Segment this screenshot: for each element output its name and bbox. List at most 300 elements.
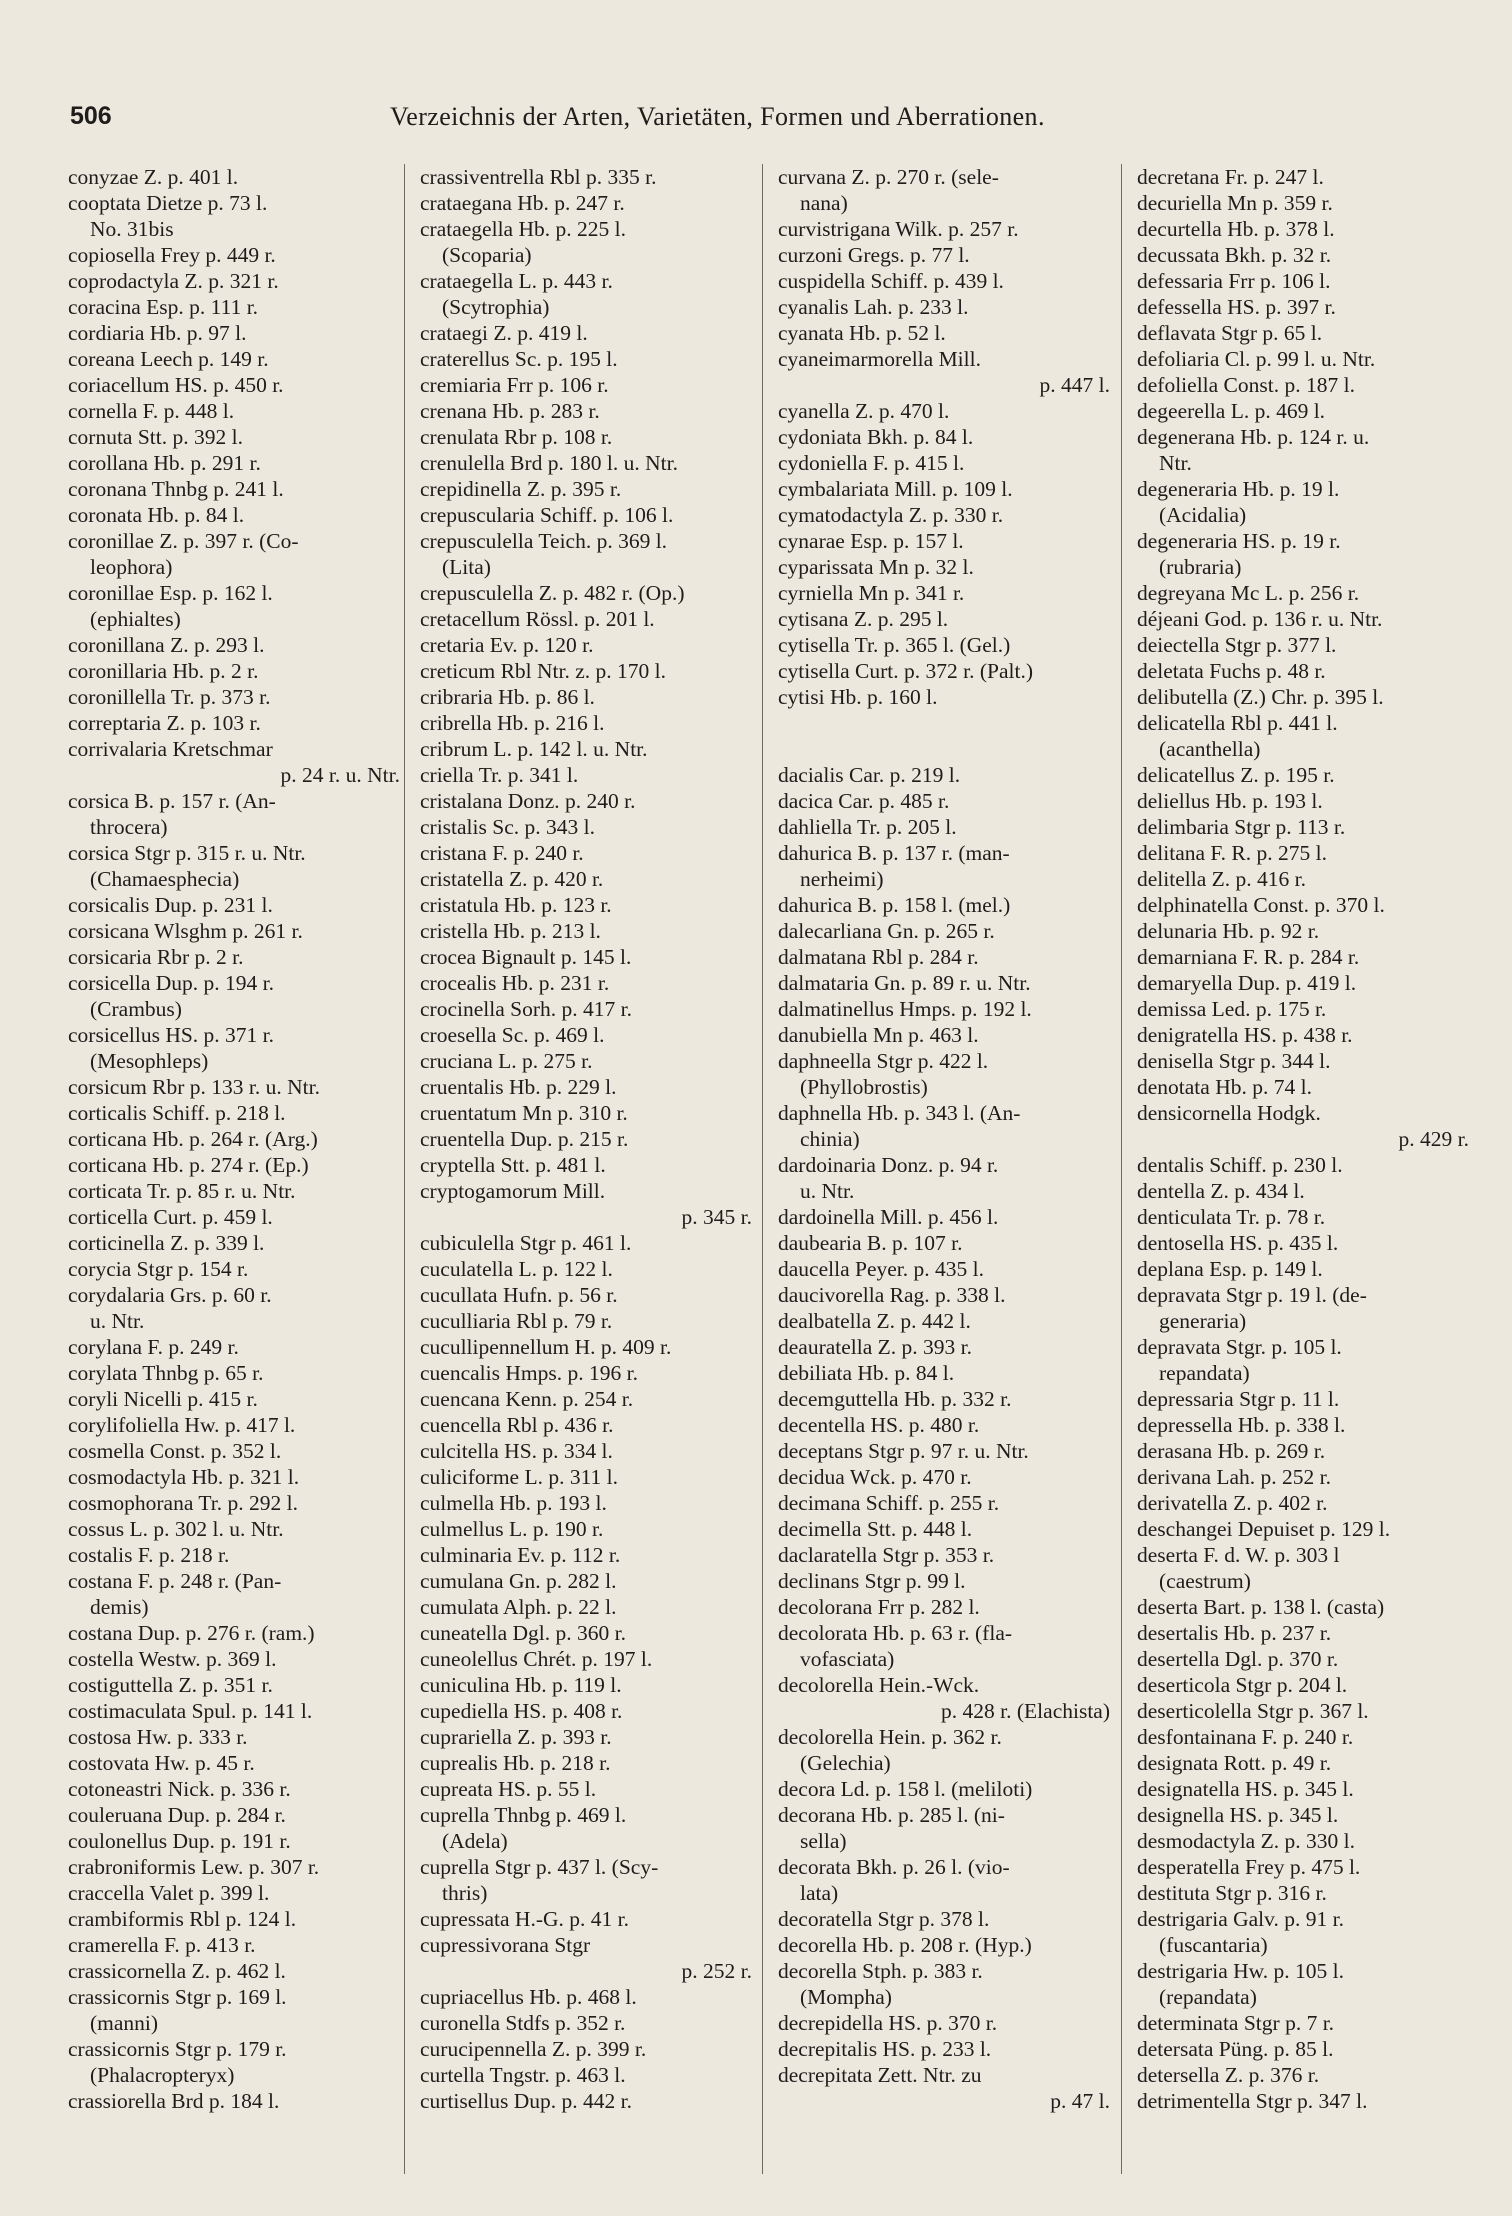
index-entry: designella HS. p. 345 l. bbox=[1137, 1803, 1339, 1827]
index-entry: derivana Lah. p. 252 r. bbox=[1137, 1465, 1332, 1489]
index-entry: costovata Hw. p. 45 r. bbox=[68, 1751, 255, 1775]
index-entry: deserta F. d. W. p. 303 l bbox=[1137, 1543, 1340, 1567]
index-entry: corsicella Dup. p. 194 r. bbox=[68, 971, 274, 995]
index-entry: cyanella Z. p. 470 l. bbox=[778, 399, 950, 423]
index-entry: corticinella Z. p. 339 l. bbox=[68, 1231, 265, 1255]
index-entry: cristalis Sc. p. 343 l. bbox=[420, 815, 595, 839]
index-entry: curvana Z. p. 270 r. (sele- bbox=[778, 165, 999, 189]
index-entry: crassicornis Stgr p. 179 r. bbox=[68, 2037, 287, 2061]
index-entry: dardoinella Mill. p. 456 l. bbox=[778, 1205, 999, 1229]
index-entry: deliellus Hb. p. 193 l. bbox=[1137, 789, 1323, 813]
index-entry: (manni) bbox=[90, 2011, 159, 2035]
index-entry: cristalana Donz. p. 240 r. bbox=[420, 789, 636, 813]
index-entry: defessella HS. p. 397 r. bbox=[1137, 295, 1336, 319]
index-entry: crassicornella Z. p. 462 l. bbox=[68, 1959, 286, 1983]
index-entry: p. 345 r. bbox=[681, 1205, 752, 1229]
index-entry: degenerana Hb. p. 124 r. u. bbox=[1137, 425, 1370, 449]
index-entry: desertalis Hb. p. 237 r. bbox=[1137, 1621, 1332, 1645]
index-entry: detersella Z. p. 376 r. bbox=[1137, 2063, 1320, 2087]
index-entry: cribraria Hb. p. 86 l. bbox=[420, 685, 595, 709]
index-entry: coprodactyla Z. p. 321 r. bbox=[68, 269, 279, 293]
index-entry: corylifoliella Hw. p. 417 l. bbox=[68, 1413, 296, 1437]
index-entry: (acanthella) bbox=[1159, 737, 1261, 761]
index-entry: deplana Esp. p. 149 l. bbox=[1137, 1257, 1323, 1281]
index-entry: demaryella Dup. p. 419 l. bbox=[1137, 971, 1357, 995]
index-entry: dalmatinellus Hmps. p. 192 l. bbox=[778, 997, 1032, 1021]
index-entry: depressaria Stgr p. 11 l. bbox=[1137, 1387, 1340, 1411]
index-entry: u. Ntr. bbox=[800, 1179, 855, 1203]
index-entry: culminaria Ev. p. 112 r. bbox=[420, 1543, 621, 1567]
index-entry: dentalis Schiff. p. 230 l. bbox=[1137, 1153, 1343, 1177]
index-entry: cribrella Hb. p. 216 l. bbox=[420, 711, 605, 735]
index-entry: corticana Hb. p. 274 r. (Ep.) bbox=[68, 1153, 309, 1177]
index-entry: cuprealis Hb. p. 218 r. bbox=[420, 1751, 611, 1775]
index-entry: cumulata Alph. p. 22 l. bbox=[420, 1595, 617, 1619]
index-entry: coronillella Tr. p. 373 r. bbox=[68, 685, 271, 709]
index-entry: declinans Stgr p. 99 l. bbox=[778, 1569, 966, 1593]
index-entry: cornuta Stt. p. 392 l. bbox=[68, 425, 243, 449]
index-entry: culmellus L. p. 190 r. bbox=[420, 1517, 604, 1541]
index-entry: crassiventrella Rbl p. 335 r. bbox=[420, 165, 657, 189]
index-entry: crassiorella Brd p. 184 l. bbox=[68, 2089, 280, 2113]
index-entry: (Phalacropteryx) bbox=[90, 2063, 235, 2087]
index-entry: dealbatella Z. p. 442 l. bbox=[778, 1309, 971, 1333]
index-entry: coronana Thnbg p. 241 l. bbox=[68, 477, 284, 501]
index-entry: denisella Stgr p. 344 l. bbox=[1137, 1049, 1331, 1073]
index-entry: corticalis Schiff. p. 218 l. bbox=[68, 1101, 286, 1125]
index-entry: corticella Curt. p. 459 l. bbox=[68, 1205, 273, 1229]
index-entry: costana F. p. 248 r. (Pan- bbox=[68, 1569, 282, 1593]
index-entry: daphnella Hb. p. 343 l. (An- bbox=[778, 1101, 1021, 1125]
index-entry: coronillae Esp. p. 162 l. bbox=[68, 581, 273, 605]
index-entry: (Acidalia) bbox=[1159, 503, 1247, 527]
index-entry: deserticolella Stgr p. 367 l. bbox=[1137, 1699, 1369, 1723]
index-entry: desfontainana F. p. 240 r. bbox=[1137, 1725, 1354, 1749]
page-header bbox=[70, 102, 1452, 138]
index-entry: cruentatum Mn p. 310 r. bbox=[420, 1101, 628, 1125]
index-entry: coulonellus Dup. p. 191 r. bbox=[68, 1829, 291, 1853]
index-entry: demissa Led. p. 175 r. bbox=[1137, 997, 1327, 1021]
index-entry: (Adela) bbox=[442, 1829, 508, 1853]
index-entry: leophora) bbox=[90, 555, 173, 579]
index-entry: dacialis Car. p. 219 l. bbox=[778, 763, 961, 787]
index-entry: (repandata) bbox=[1159, 1985, 1257, 2009]
index-entry: (rubraria) bbox=[1159, 555, 1242, 579]
index-entry: p. 447 l. bbox=[1039, 373, 1110, 397]
index-entry: cretaria Ev. p. 120 r. bbox=[420, 633, 594, 657]
index-entry: decorana Hb. p. 285 l. (ni- bbox=[778, 1803, 1005, 1827]
index-entry: corsicalis Dup. p. 231 l. bbox=[68, 893, 273, 917]
index-entry: decretana Fr. p. 247 l. bbox=[1137, 165, 1324, 189]
index-entry: coronata Hb. p. 84 l. bbox=[68, 503, 245, 527]
index-entry: decrepidella HS. p. 370 r. bbox=[778, 2011, 998, 2035]
index-entry: deschangei Depuiset p. 129 l. bbox=[1137, 1517, 1391, 1541]
index-entry: p. 24 r. u. Ntr. bbox=[280, 763, 400, 787]
index-entry: decora Ld. p. 158 l. (meliloti) bbox=[778, 1777, 1033, 1801]
index-entry: daphneella Stgr p. 422 l. bbox=[778, 1049, 989, 1073]
index-entry: dahliella Tr. p. 205 l. bbox=[778, 815, 957, 839]
index-entry: cuprella Stgr p. 437 l. (Scy- bbox=[420, 1855, 659, 1879]
index-entry: decussata Bkh. p. 32 r. bbox=[1137, 243, 1332, 267]
index-entry: decorella Stph. p. 383 r. bbox=[778, 1959, 983, 1983]
index-entry: culmella Hb. p. 193 l. bbox=[420, 1491, 607, 1515]
index-entry: cristatula Hb. p. 123 r. bbox=[420, 893, 612, 917]
index-entry: corticata Tr. p. 85 r. u. Ntr. bbox=[68, 1179, 296, 1203]
index-entry: coronillana Z. p. 293 l. bbox=[68, 633, 265, 657]
index-entry: cruentella Dup. p. 215 r. bbox=[420, 1127, 629, 1151]
index-entry: cosmophorana Tr. p. 292 l. bbox=[68, 1491, 298, 1515]
index-entry: decrepitata Zett. Ntr. zu bbox=[778, 2063, 982, 2087]
index-entry: craterellus Sc. p. 195 l. bbox=[420, 347, 618, 371]
index-entry: daucivorella Rag. p. 338 l. bbox=[778, 1283, 1006, 1307]
index-entry: corsica B. p. 157 r. (An- bbox=[68, 789, 276, 813]
index-entry: demarniana F. R. p. 284 r. bbox=[1137, 945, 1360, 969]
index-entry: dentosella HS. p. 435 l. bbox=[1137, 1231, 1339, 1255]
index-entry: cryptogamorum Mill. bbox=[420, 1179, 606, 1203]
index-entry: culiciforme L. p. 311 l. bbox=[420, 1465, 619, 1489]
index-entry: (Mesophleps) bbox=[90, 1049, 209, 1073]
index-entry: decurtella Hb. p. 378 l. bbox=[1137, 217, 1335, 241]
index-entry: crenulata Rbr p. 108 r. bbox=[420, 425, 613, 449]
index-entry: cuspidella Schiff. p. 439 l. bbox=[778, 269, 1004, 293]
index-entry: crocealis Hb. p. 231 r. bbox=[420, 971, 610, 995]
index-entry: crataegi Z. p. 419 l. bbox=[420, 321, 588, 345]
column-divider bbox=[404, 164, 405, 2174]
index-entry: determinata Stgr p. 7 r. bbox=[1137, 2011, 1335, 2035]
index-entry: crassicornis Stgr p. 169 l. bbox=[68, 1985, 287, 2009]
index-entry: decorata Bkh. p. 26 l. (vio- bbox=[778, 1855, 1010, 1879]
index-entry bbox=[778, 710, 1118, 736]
index-entry: cretacellum Rössl. p. 201 l. bbox=[420, 607, 655, 631]
index-entry: (fuscantaria) bbox=[1159, 1933, 1268, 1957]
index-entry: decrepitalis HS. p. 233 l. bbox=[778, 2037, 992, 2061]
index-entry: (Lita) bbox=[442, 555, 491, 579]
index-entry: deceptans Stgr p. 97 r. u. Ntr. bbox=[778, 1439, 1029, 1463]
index-entry: cribrum L. p. 142 l. u. Ntr. bbox=[420, 737, 648, 761]
index-entry: cruciana L. p. 275 r. bbox=[420, 1049, 593, 1073]
index-entry: criella Tr. p. 341 l. bbox=[420, 763, 579, 787]
index-entry: depravata Stgr p. 19 l. (de- bbox=[1137, 1283, 1367, 1307]
index-entry: decidua Wck. p. 470 r. bbox=[778, 1465, 972, 1489]
index-entry: curonella Stdfs p. 352 r. bbox=[420, 2011, 626, 2035]
index-entry: decemguttella Hb. p. 332 r. bbox=[778, 1387, 1012, 1411]
index-entry: cramerella F. p. 413 r. bbox=[68, 1933, 256, 1957]
index-entry: (Phyllobrostis) bbox=[800, 1075, 928, 1099]
index-entry: costalis F. p. 218 r. bbox=[68, 1543, 230, 1567]
index-entry: designatella HS. p. 345 l. bbox=[1137, 1777, 1354, 1801]
index-entry: cosmodactyla Hb. p. 321 l. bbox=[68, 1465, 300, 1489]
index-entry: dardoinaria Donz. p. 94 r. bbox=[778, 1153, 999, 1177]
index-entry: cornella F. p. 448 l. bbox=[68, 399, 235, 423]
index-entry: lata) bbox=[800, 1881, 839, 1905]
index-entry: coronillaria Hb. p. 2 r. bbox=[68, 659, 259, 683]
index-entry: conyzae Z. p. 401 l. bbox=[68, 165, 239, 189]
index-entry: delitana F. R. p. 275 l. bbox=[1137, 841, 1327, 865]
index-entry: curtisellus Dup. p. 442 r. bbox=[420, 2089, 632, 2113]
index-entry: cucullipennellum H. p. 409 r. bbox=[420, 1335, 672, 1359]
index-entry: coracina Esp. p. 111 r. bbox=[68, 295, 259, 319]
index-entry: u. Ntr. bbox=[90, 1309, 145, 1333]
index-entry: repandata) bbox=[1159, 1361, 1250, 1385]
index-entry: cuprariella Z. p. 393 r. bbox=[420, 1725, 612, 1749]
index-entry: deauratella Z. p. 393 r. bbox=[778, 1335, 973, 1359]
index-entry: dalmatana Rbl p. 284 r. bbox=[778, 945, 979, 969]
index-entry: depressella Hb. p. 338 l. bbox=[1137, 1413, 1346, 1437]
index-entry: denotata Hb. p. 74 l. bbox=[1137, 1075, 1312, 1099]
index-entry: (Scytrophia) bbox=[442, 295, 550, 319]
index-entry: corsicum Rbr p. 133 r. u. Ntr. bbox=[68, 1075, 321, 1099]
index-entry: thris) bbox=[442, 1881, 488, 1905]
index-entry: decimella Stt. p. 448 l. bbox=[778, 1517, 973, 1541]
index-entry: corticana Hb. p. 264 r. (Arg.) bbox=[68, 1127, 318, 1151]
column-divider bbox=[1121, 164, 1122, 2174]
index-entry: crataegella Hb. p. 225 l. bbox=[420, 217, 626, 241]
index-entry: crepusculella Teich. p. 369 l. bbox=[420, 529, 668, 553]
index-entry: corylata Thnbg p. 65 r. bbox=[68, 1361, 264, 1385]
index-entry: delitella Z. p. 416 r. bbox=[1137, 867, 1306, 891]
index-entry: cristatella Z. p. 420 r. bbox=[420, 867, 604, 891]
index-entry: decuriella Mn p. 359 r. bbox=[1137, 191, 1333, 215]
index-entry: danubiella Mn p. 463 l. bbox=[778, 1023, 979, 1047]
index-entry: cupriacellus Hb. p. 468 l. bbox=[420, 1985, 637, 2009]
index-entry: cytisella Curt. p. 372 r. (Palt.) bbox=[778, 659, 1033, 683]
index-entry: cuencana Kenn. p. 254 r. bbox=[420, 1387, 634, 1411]
index-entry: (Scoparia) bbox=[442, 243, 532, 267]
index-entry: cristella Hb. p. 213 l. bbox=[420, 919, 601, 943]
index-entry: coreana Leech p. 149 r. bbox=[68, 347, 269, 371]
index-entry: couleruana Dup. p. 284 r. bbox=[68, 1803, 286, 1827]
index-entry: decolorella Hein. p. 362 r. bbox=[778, 1725, 1002, 1749]
index-entry: correptaria Z. p. 103 r. bbox=[68, 711, 261, 735]
index-entry: cytisi Hb. p. 160 l. bbox=[778, 685, 938, 709]
column-divider bbox=[762, 164, 763, 2174]
index-entry: cytisana Z. p. 295 l. bbox=[778, 607, 949, 631]
index-entry: curvistrigana Wilk. p. 257 r. bbox=[778, 217, 1019, 241]
index-entry: cyanalis Lah. p. 233 l. bbox=[778, 295, 969, 319]
index-entry: cymatodactyla Z. p. 330 r. bbox=[778, 503, 1004, 527]
index-entry: cotoneastri Nick. p. 336 r. bbox=[68, 1777, 291, 1801]
index-entry: defessaria Frr p. 106 l. bbox=[1137, 269, 1331, 293]
index-entry: delimbaria Stgr p. 113 r. bbox=[1137, 815, 1346, 839]
index-entry: detersata Püng. p. 85 l. bbox=[1137, 2037, 1334, 2061]
index-entry: cuprella Thnbg p. 469 l. bbox=[420, 1803, 627, 1827]
index-entry: cuculliaria Rbl p. 79 r. bbox=[420, 1309, 613, 1333]
index-entry: decolorella Hein.-Wck. bbox=[778, 1673, 980, 1697]
index-entry: cuculatella L. p. 122 l. bbox=[420, 1257, 613, 1281]
index-entry: denticulata Tr. p. 78 r. bbox=[1137, 1205, 1326, 1229]
index-entry: (ephialtes) bbox=[90, 607, 181, 631]
index-entry: corsica Stgr p. 315 r. u. Ntr. bbox=[68, 841, 306, 865]
index-entry: dahurica B. p. 137 r. (man- bbox=[778, 841, 1010, 865]
index-entry: decolorata Hb. p. 63 r. (fla- bbox=[778, 1621, 1013, 1645]
index-entry: coryli Nicelli p. 415 r. bbox=[68, 1387, 258, 1411]
index-entry: (Chamaesphecia) bbox=[90, 867, 240, 891]
index-entry: denigratella HS. p. 438 r. bbox=[1137, 1023, 1353, 1047]
index-entry: cytisella Tr. p. 365 l. (Gel.) bbox=[778, 633, 1011, 657]
index-entry: culcitella HS. p. 334 l. bbox=[420, 1439, 613, 1463]
index-entry: vofasciata) bbox=[800, 1647, 895, 1671]
index-entry: coronillae Z. p. 397 r. (Co- bbox=[68, 529, 299, 553]
index-entry: curzoni Gregs. p. 77 l. bbox=[778, 243, 970, 267]
index-entry: coriacellum HS. p. 450 r. bbox=[68, 373, 284, 397]
index-entry: destituta Stgr p. 316 r. bbox=[1137, 1881, 1327, 1905]
index-entry: cyparissata Mn p. 32 l. bbox=[778, 555, 974, 579]
index-entry: dalmataria Gn. p. 89 r. u. Ntr. bbox=[778, 971, 1031, 995]
index-entry: costimaculata Spul. p. 141 l. bbox=[68, 1699, 313, 1723]
index-entry: demis) bbox=[90, 1595, 149, 1619]
index-entry: crabroniformis Lew. p. 307 r. bbox=[68, 1855, 320, 1879]
index-entry: Ntr. bbox=[1159, 451, 1192, 475]
index-entry: cupediella HS. p. 408 r. bbox=[420, 1699, 623, 1723]
index-entry: cubiculella Stgr p. 461 l. bbox=[420, 1231, 632, 1255]
index-entry: deserticola Stgr p. 204 l. bbox=[1137, 1673, 1348, 1697]
index-entry: (Mompha) bbox=[800, 1985, 892, 2009]
index-column-4 bbox=[1137, 164, 1477, 2174]
index-entry: delibutella (Z.) Chr. p. 395 l. bbox=[1137, 685, 1384, 709]
index-entry: depravata Stgr. p. 105 l. bbox=[1137, 1335, 1342, 1359]
index-entry: daclaratella Stgr p. 353 r. bbox=[778, 1543, 995, 1567]
index-entry: cumulana Gn. p. 282 l. bbox=[420, 1569, 617, 1593]
index-entry: copiosella Frey p. 449 r. bbox=[68, 243, 276, 267]
index-entry: cyanata Hb. p. 52 l. bbox=[778, 321, 946, 345]
index-entry: densicornella Hodgk. bbox=[1137, 1101, 1321, 1125]
index-entry: cruentalis Hb. p. 229 l. bbox=[420, 1075, 617, 1099]
index-entry: decentella HS. p. 480 r. bbox=[778, 1413, 980, 1437]
index-entry: p. 252 r. bbox=[681, 1959, 752, 1983]
index-entry: crenana Hb. p. 283 r. bbox=[420, 399, 600, 423]
index-entry: (Crambus) bbox=[90, 997, 182, 1021]
index-entry: decimana Schiff. p. 255 r. bbox=[778, 1491, 1000, 1515]
index-entry: daucella Peyer. p. 435 l. bbox=[778, 1257, 984, 1281]
index-entry: corrivalaria Kretschmar bbox=[68, 737, 273, 761]
index-entry: destrigaria Galv. p. 91 r. bbox=[1137, 1907, 1344, 1931]
index-entry: (Gelechia) bbox=[800, 1751, 891, 1775]
index-entry: destrigaria Hw. p. 105 l. bbox=[1137, 1959, 1344, 1983]
index-entry: dentella Z. p. 434 l. bbox=[1137, 1179, 1305, 1203]
index-entry: degreyana Mc L. p. 256 r. bbox=[1137, 581, 1360, 605]
index-entry: delicatellus Z. p. 195 r. bbox=[1137, 763, 1335, 787]
index-entry: cremiaria Frr p. 106 r. bbox=[420, 373, 609, 397]
index-entry: cydoniata Bkh. p. 84 l. bbox=[778, 425, 974, 449]
index-entry: corsicana Wlsghm p. 261 r. bbox=[68, 919, 303, 943]
index-entry: deflavata Stgr p. 65 l. bbox=[1137, 321, 1323, 345]
index-entry: degeneraria HS. p. 19 r. bbox=[1137, 529, 1341, 553]
index-entry: deserta Bart. p. 138 l. (casta) bbox=[1137, 1595, 1385, 1619]
index-entry: delunaria Hb. p. 92 r. bbox=[1137, 919, 1320, 943]
index-entry: cooptata Dietze p. 73 l. bbox=[68, 191, 268, 215]
index-entry: No. 31bis bbox=[90, 217, 174, 241]
index-entry: corsicaria Rbr p. 2 r. bbox=[68, 945, 244, 969]
index-entry: costella Westw. p. 369 l. bbox=[68, 1647, 277, 1671]
index-entry: crambiformis Rbl p. 124 l. bbox=[68, 1907, 297, 1931]
index-entry: daubearia B. p. 107 r. bbox=[778, 1231, 963, 1255]
index-entry: curucipennella Z. p. 399 r. bbox=[420, 2037, 647, 2061]
index-entry: crocinella Sorh. p. 417 r. bbox=[420, 997, 632, 1021]
index-entry: delicatella Rbl p. 441 l. bbox=[1137, 711, 1338, 735]
index-entry: nerheimi) bbox=[800, 867, 884, 891]
index-entry: cuencalis Hmps. p. 196 r. bbox=[420, 1361, 638, 1385]
index-entry: decoratella Stgr p. 378 l. bbox=[778, 1907, 990, 1931]
index-entry: cymbalariata Mill. p. 109 l. bbox=[778, 477, 1013, 501]
index-entry: corycia Stgr p. 154 r. bbox=[68, 1257, 249, 1281]
index-entry: cydoniella F. p. 415 l. bbox=[778, 451, 965, 475]
index-entry: decorella Hb. p. 208 r. (Hyp.) bbox=[778, 1933, 1032, 1957]
index-entry: corollana Hb. p. 291 r. bbox=[68, 451, 261, 475]
index-entry bbox=[778, 736, 1118, 762]
index-entry: sella) bbox=[800, 1829, 847, 1853]
index-entry: debiliata Hb. p. 84 l. bbox=[778, 1361, 955, 1385]
index-entry: derasana Hb. p. 269 r. bbox=[1137, 1439, 1326, 1463]
index-entry: cossus L. p. 302 l. u. Ntr. bbox=[68, 1517, 284, 1541]
index-entry: delphinatella Const. p. 370 l. bbox=[1137, 893, 1385, 917]
index-entry: deiectella Stgr p. 377 l. bbox=[1137, 633, 1337, 657]
index-entry: déjeani God. p. 136 r. u. Ntr. bbox=[1137, 607, 1383, 631]
page-number: 506 bbox=[70, 102, 112, 130]
index-entry: p. 429 r. bbox=[1398, 1127, 1469, 1151]
index-entry: (caestrum) bbox=[1159, 1569, 1251, 1593]
index-entry: p. 428 r. (Elachista) bbox=[941, 1699, 1110, 1723]
index-entry: cupressata H.-G. p. 41 r. bbox=[420, 1907, 629, 1931]
index-entry: dahurica B. p. 158 l. (mel.) bbox=[778, 893, 1011, 917]
index-entry: decolorana Frr p. 282 l. bbox=[778, 1595, 980, 1619]
running-title: Verzeichnis der Arten, Varietäten, Formen und Aberrationen. bbox=[390, 102, 1045, 131]
index-entry: dalecarliana Gn. p. 265 r. bbox=[778, 919, 995, 943]
index-entry: crepidinella Z. p. 395 r. bbox=[420, 477, 622, 501]
index-entry: cristana F. p. 240 r. bbox=[420, 841, 584, 865]
index-entry: cuniculina Hb. p. 119 l. bbox=[420, 1673, 622, 1697]
index-entry: corydalaria Grs. p. 60 r. bbox=[68, 1283, 272, 1307]
index-column-2 bbox=[420, 164, 760, 2174]
index-entry: cupressivorana Stgr bbox=[420, 1933, 591, 1957]
index-entry: cupreata HS. p. 55 l. bbox=[420, 1777, 597, 1801]
index-columns bbox=[0, 164, 1512, 2174]
index-entry: detrimentella Stgr p. 347 l. bbox=[1137, 2089, 1368, 2113]
index-entry: throcera) bbox=[90, 815, 168, 839]
index-entry: deletata Fuchs p. 48 r. bbox=[1137, 659, 1326, 683]
index-entry: croesella Sc. p. 469 l. bbox=[420, 1023, 605, 1047]
index-entry: defoliaria Cl. p. 99 l. u. Ntr. bbox=[1137, 347, 1376, 371]
index-entry: desmodactyla Z. p. 330 l. bbox=[1137, 1829, 1355, 1853]
index-entry: cordiaria Hb. p. 97 l. bbox=[68, 321, 247, 345]
index-entry: crepuscularia Schiff. p. 106 l. bbox=[420, 503, 674, 527]
index-entry: crataegana Hb. p. 247 r. bbox=[420, 191, 625, 215]
index-entry: corsicellus HS. p. 371 r. bbox=[68, 1023, 275, 1047]
index-entry: cyrniella Mn p. 341 r. bbox=[778, 581, 965, 605]
index-entry: desertella Dgl. p. 370 r. bbox=[1137, 1647, 1339, 1671]
index-entry: desperatella Frey p. 475 l. bbox=[1137, 1855, 1361, 1879]
index-entry: derivatella Z. p. 402 r. bbox=[1137, 1491, 1328, 1515]
index-entry: cuneolellus Chrét. p. 197 l. bbox=[420, 1647, 653, 1671]
index-entry: chinia) bbox=[800, 1127, 860, 1151]
index-column-3 bbox=[778, 164, 1118, 2174]
index-entry: creticum Rbl Ntr. z. p. 170 l. bbox=[420, 659, 667, 683]
index-entry: cyaneimarmorella Mill. bbox=[778, 347, 981, 371]
index-entry: degeneraria Hb. p. 19 l. bbox=[1137, 477, 1340, 501]
index-column-1 bbox=[68, 164, 408, 2174]
index-entry: nana) bbox=[800, 191, 848, 215]
index-entry: crenulella Brd p. 180 l. u. Ntr. bbox=[420, 451, 678, 475]
index-entry: corylana F. p. 249 r. bbox=[68, 1335, 239, 1359]
index-entry: crepusculella Z. p. 482 r. (Op.) bbox=[420, 581, 685, 605]
index-entry: craccella Valet p. 399 l. bbox=[68, 1881, 270, 1905]
index-entry: designata Rott. p. 49 r. bbox=[1137, 1751, 1332, 1775]
index-entry: cynarae Esp. p. 157 l. bbox=[778, 529, 964, 553]
index-entry: cucullata Hufn. p. 56 r. bbox=[420, 1283, 618, 1307]
index-entry: dacica Car. p. 485 r. bbox=[778, 789, 950, 813]
index-entry: costana Dup. p. 276 r. (ram.) bbox=[68, 1621, 315, 1645]
index-entry: costiguttella Z. p. 351 r. bbox=[68, 1673, 273, 1697]
index-entry: cuencella Rbl p. 436 r. bbox=[420, 1413, 614, 1437]
